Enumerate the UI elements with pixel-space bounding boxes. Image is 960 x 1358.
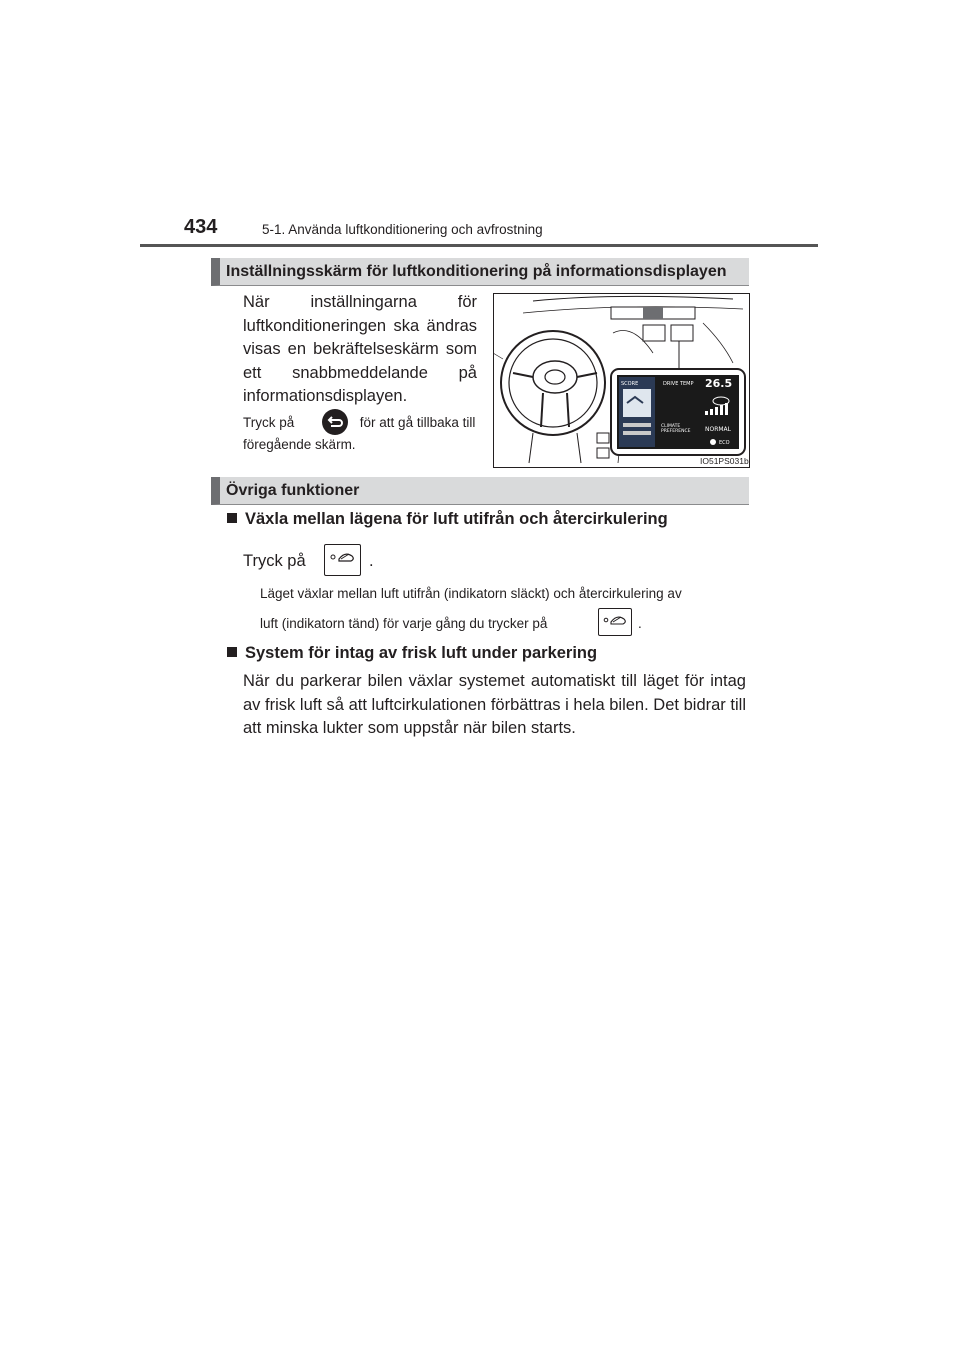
page-number: 434 <box>184 216 218 238</box>
section-title: 5-1. Använda luftkonditionering och avfrostning <box>262 222 543 237</box>
display-temp-value: 26.5 <box>705 377 733 390</box>
subheading-fresh-air-parking-text: System för intag av frisk luft under parkering <box>245 644 598 662</box>
display-preference-label: PREFERENCE <box>661 429 691 434</box>
subheading-air-mode-text: Växla mellan lägena för luft utifrån och återcirkulering <box>245 510 668 528</box>
display-score-label: SCORE <box>621 381 639 387</box>
section-heading-settings-screen: Inställningsskärm för luftkonditionering på informationsdisplayen <box>211 258 749 286</box>
display-climate-label: CLIMATE <box>661 424 681 429</box>
section-heading-other-functions: Övriga funktioner <box>211 477 749 505</box>
air-mode-note-period: . <box>638 616 642 631</box>
back-note <box>243 412 477 456</box>
display-mode-value: NORMAL <box>705 426 732 433</box>
display-eco-label: ECO <box>719 440 730 446</box>
air-mode-instruction-period: . <box>369 552 374 570</box>
recirculation-button-icon <box>324 544 361 576</box>
subheading-fresh-air-parking <box>227 644 597 663</box>
air-mode-note-line2: luft (indikatorn tänd) för varje gång du trycker på <box>260 616 548 631</box>
fresh-air-parking-paragraph: När du parkerar bilen växlar systemet automatiskt till läget för intag av frisk luft så att luftcirkulationen förbättras i hela bilen. Det bidrar till att minska lukter som uppstår när bilen starts. <box>243 672 746 737</box>
air-mode-note-line1: Läget växlar mellan luft utifrån (indikatorn släckt) och återcirkulering av <box>260 586 682 601</box>
dashboard-illustration <box>493 293 750 468</box>
back-note-before: Tryck på <box>243 415 295 430</box>
intro-paragraph: När inställningarna för luftkonditioneringen ska ändras visas en bekräftelseskärm som ett snabbmeddelande på informationsdisplayen. <box>243 293 477 405</box>
header-rule <box>140 244 818 247</box>
recirculation-button-icon-small <box>598 608 632 636</box>
back-button-icon <box>322 409 348 435</box>
subheading-air-mode <box>227 510 668 529</box>
display-drive-temp-label: DRIVE TEMP <box>663 381 694 387</box>
square-bullet-icon <box>227 647 237 657</box>
square-bullet-icon <box>227 513 237 523</box>
back-note-after: för att gå tillbaka till föregående skärm. <box>243 415 476 452</box>
illustration-code: IO51PS031b <box>700 456 749 466</box>
air-mode-instruction: Tryck på <box>243 552 306 570</box>
